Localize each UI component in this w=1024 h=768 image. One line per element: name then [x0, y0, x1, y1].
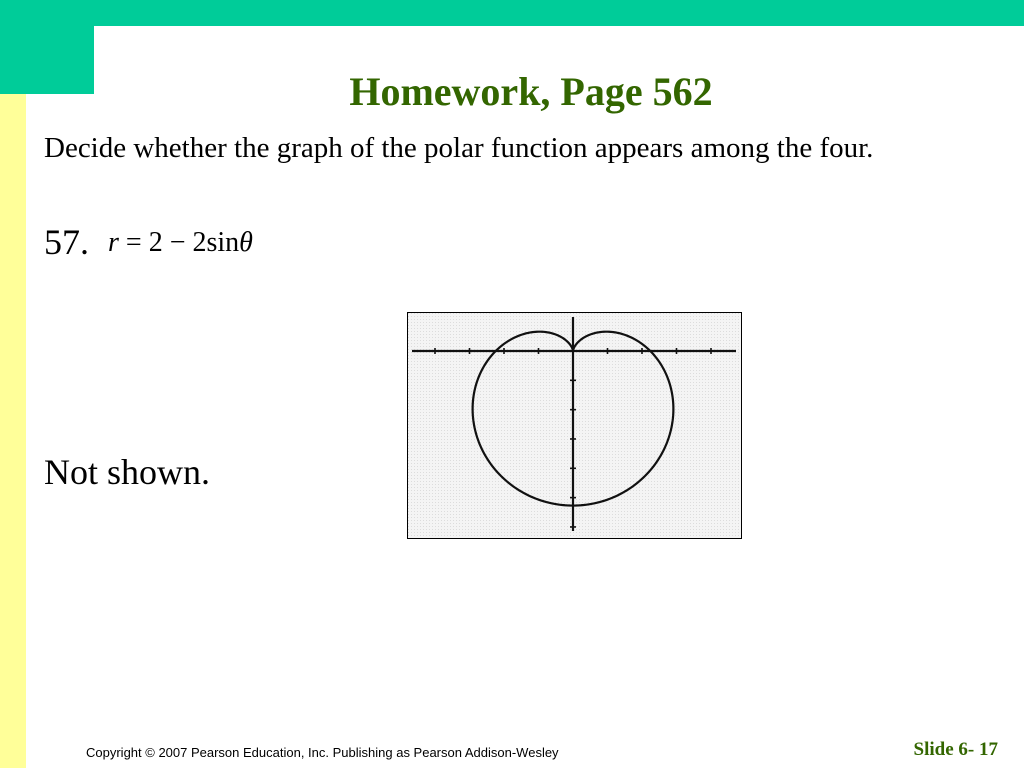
slide-number: Slide 6- 17 — [913, 739, 998, 760]
instruction-text: Decide whether the graph of the polar function appears among the four. — [44, 132, 874, 164]
left-accent-bar — [0, 94, 26, 768]
graph-canvas — [408, 313, 741, 538]
calculator-graph — [407, 312, 742, 539]
answer-text: Not shown. — [44, 452, 211, 492]
copyright-text: Copyright © 2007 Pearson Education, Inc. Publishing as Pearson Addison-Wesley — [86, 745, 559, 760]
equation-rhs: 2 − 2sin — [148, 227, 240, 258]
top-accent-bar — [0, 0, 1024, 26]
slide-title: Homework, Page 562 — [349, 69, 713, 114]
equation-theta: θ — [239, 227, 253, 258]
equation-equals: = — [118, 227, 149, 258]
equation-variable-r: r — [108, 227, 119, 258]
problem-number: 57. — [44, 222, 89, 262]
polar-equation — [108, 223, 253, 263]
